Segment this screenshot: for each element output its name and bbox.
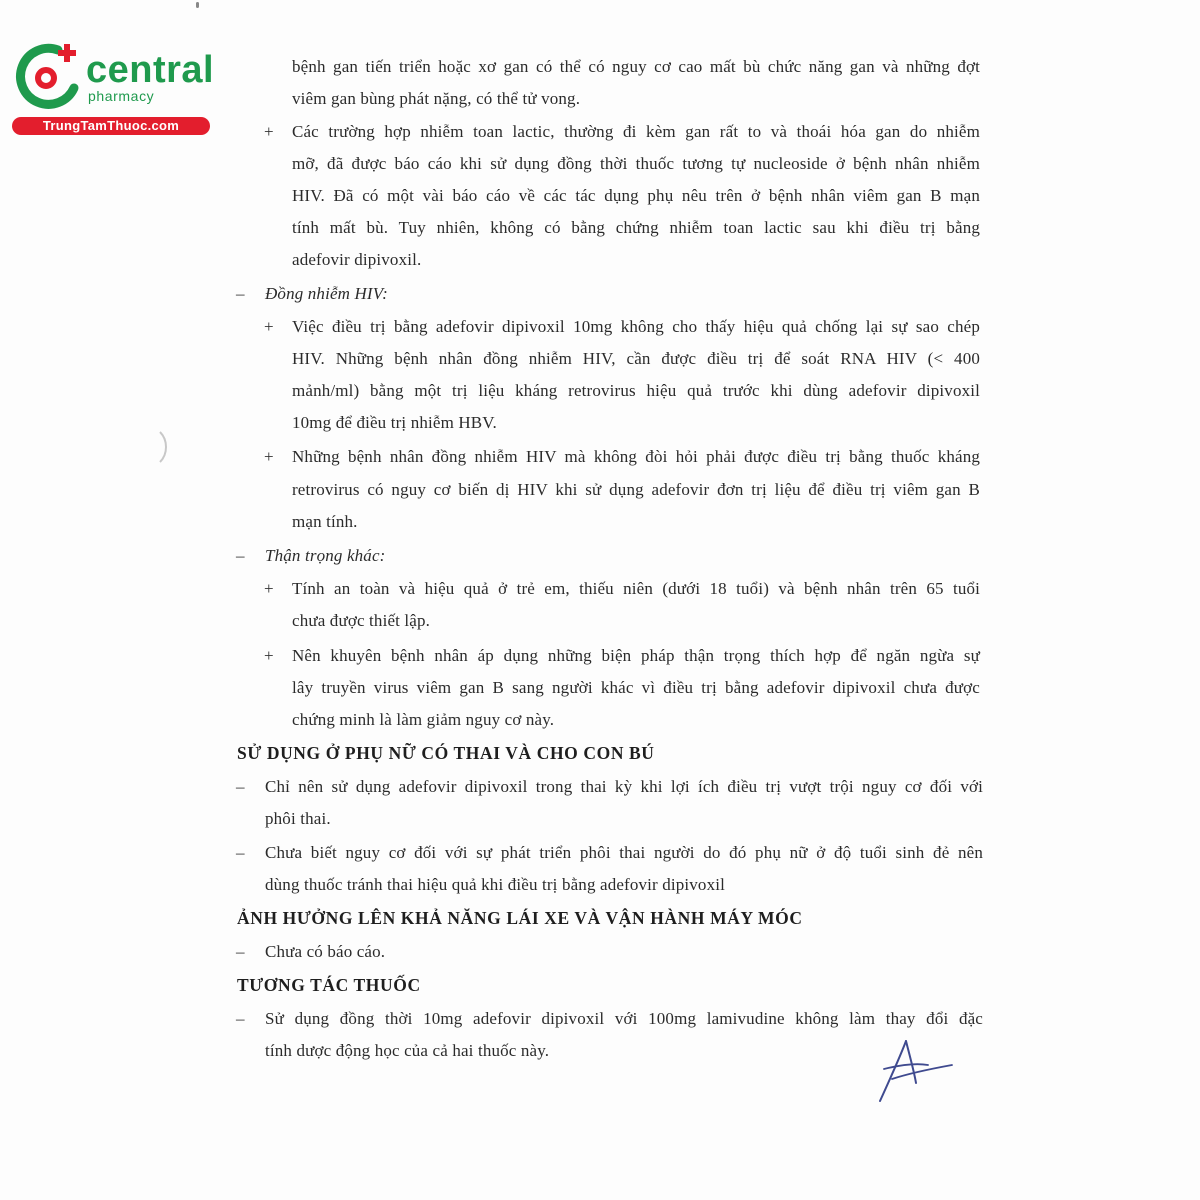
dash-marker: – (236, 942, 245, 961)
scan-artifact (156, 430, 172, 464)
bullet-marker: + (264, 447, 274, 466)
hiv-b2-line-1: Những bệnh nhân đồng nhiễm HIV mà không đòi hỏi phải được điều trị bằng thuốc kháng (292, 447, 980, 466)
bullet-marker: + (264, 317, 274, 336)
other-b1-line-2: chưa được thiết lập. (292, 611, 431, 630)
pregnancy-i2-line-2: dùng thuốc tránh thai hiệu quả khi điều trị bằng adefovir dipivoxil (265, 875, 725, 894)
other-b2-line-1: Nên khuyên bệnh nhân áp dụng những biện pháp thận trọng thích hợp để ngăn ngừa sự (292, 646, 980, 665)
handwritten-signature-icon (870, 1035, 960, 1105)
other-b1-line-1: Tính an toàn và hiệu quả ở trẻ em, thiếu niên (dưới 18 tuổi) và bệnh nhân trên 65 tuổi (292, 579, 980, 598)
pregnancy-heading: SỬ DỤNG Ở PHỤ NỮ CÓ THAI VÀ CHO CON BÚ (237, 743, 655, 763)
dash-marker: – (236, 284, 245, 303)
bullet-marker: + (264, 579, 274, 598)
dash-marker: – (236, 777, 245, 796)
lactic-line-3: HIV. Đã có một vài báo cáo về các tác dụng phụ nêu trên ở bệnh nhân viêm gan B mạn (292, 186, 980, 205)
hiv-b2-line-3: mạn tính. (292, 512, 358, 531)
interactions-i1-line-1: Sử dụng đồng thời 10mg adefovir dipivoxil với 100mg lamivudine không làm thay đổi đặc (265, 1009, 983, 1028)
dash-marker: – (236, 1009, 245, 1028)
lactic-line-2: mỡ, đã được báo cáo khi sử dụng đồng thời thuốc tương tự nucleoside ở bệnh nhân nhiễm (292, 154, 980, 173)
hiv-b1-line-4: 10mg để điều trị nhiễm HBV. (292, 413, 497, 432)
driving-heading: ẢNH HƯỞNG LÊN KHẢ NĂNG LÁI XE VÀ VẬN HÀNH MÁY MÓC (237, 908, 803, 928)
bullet-marker: + (264, 646, 274, 665)
lactic-line-4: tính mất bù. Tuy nhiên, không có bằng chứng nhiễm toan lactic sau khi điều trị bằng (292, 218, 980, 237)
scan-speck (196, 2, 199, 8)
logo-mark-icon (8, 36, 88, 116)
pregnancy-i1-line-1: Chỉ nên sử dụng adefovir dipivoxil trong thai kỳ khi lợi ích điều trị vượt trội nguy cơ đối với (265, 777, 983, 796)
driving-i1-line-1: Chưa có báo cáo. (265, 942, 386, 961)
lactic-line-1: Các trường hợp nhiễm toan lactic, thường đi kèm gan rất to và thoái hóa gan do nhiễm (292, 122, 980, 141)
hiv-b1-line-2: HIV. Những bệnh nhân đồng nhiễm HIV, cần được điều trị để soát RNA HIV (< 400 (292, 349, 980, 368)
interactions-heading: TƯƠNG TÁC THUỐC (237, 975, 421, 995)
dash-marker: – (236, 546, 245, 565)
hiv-b2-line-2: retrovirus có nguy cơ biến dị HIV khi sử dụng adefovir đơn trị liệu để điều trị viêm gan B (292, 480, 980, 499)
dash-marker: – (236, 843, 245, 862)
hiv-b1-line-3: mảnh/ml) bằng một trị liệu kháng retrovirus hiệu quả trước khi dùng adefovir dipivoxil (292, 381, 980, 400)
hiv-heading: Đồng nhiễm HIV: (265, 284, 388, 303)
other-b2-line-3: chứng minh là làm giảm nguy cơ này. (292, 710, 555, 729)
logo-subtitle: pharmacy (88, 88, 155, 104)
bullet-marker: + (264, 122, 274, 141)
pregnancy-i1-line-2: phôi thai. (265, 809, 331, 828)
other-heading: Thận trọng khác: (265, 546, 386, 565)
other-b2-line-2: lây truyền virus viêm gan B sang người khác vì điều trị bằng adefovir dipivoxil chưa được (292, 678, 980, 697)
hiv-b1-line-1: Việc điều trị bằng adefovir dipivoxil 10mg không cho thấy hiệu quả chống lại sự sao chép (292, 317, 980, 336)
intro-line-1: bệnh gan tiến triển hoặc xơ gan có thể có nguy cơ cao mất bù chức năng gan và những đợt (292, 57, 980, 76)
intro-line-2: viêm gan bùng phát nặng, có thể tử vong. (292, 89, 581, 108)
logo-brand-text: central (86, 49, 215, 91)
interactions-i1-line-2: tính dược động học của cả hai thuốc này. (265, 1041, 550, 1060)
logo-website-badge: TrungTamThuoc.com (12, 117, 210, 135)
lactic-line-5: adefovir dipivoxil. (292, 250, 422, 269)
pregnancy-i2-line-1: Chưa biết nguy cơ đối với sự phát triển phôi thai người do đó phụ nữ ở độ tuổi sinh đẻ nên (265, 843, 983, 862)
